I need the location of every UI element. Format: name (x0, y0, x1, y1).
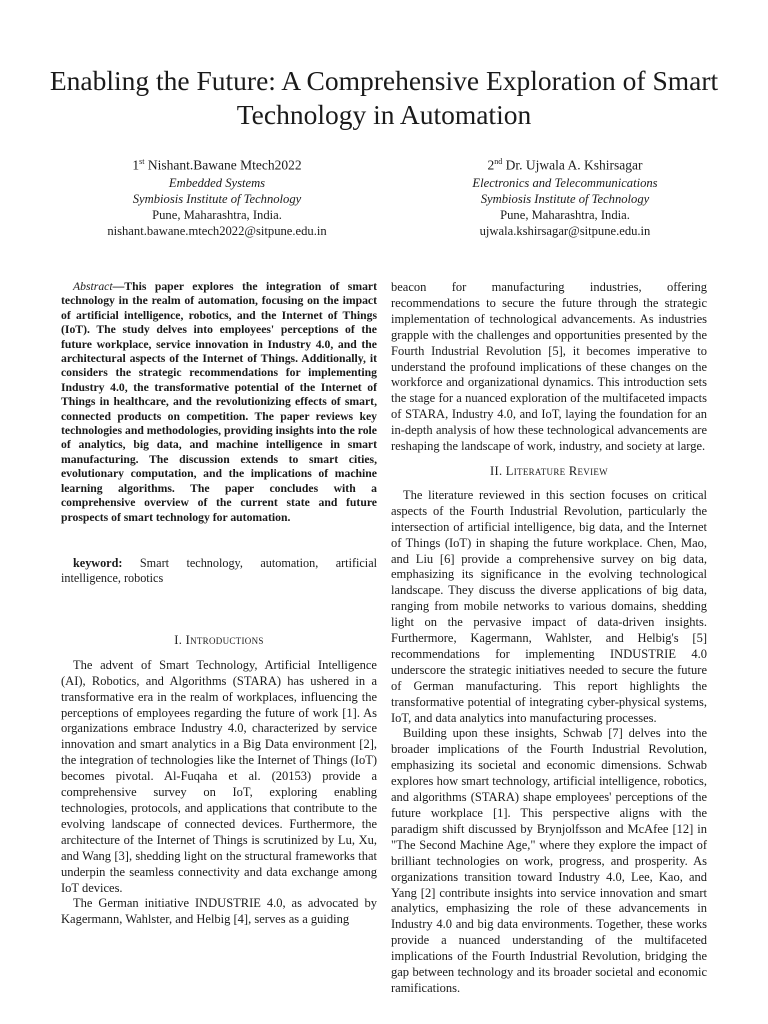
keywords-text: Smart technology, automation, artificial intelligence, robotics (61, 555, 377, 586)
keywords-label: keyword: (73, 555, 123, 570)
author-location: Pune, Maharashtra, India. (500, 207, 630, 222)
author-block-2 (400, 153, 730, 239)
section-heading-literature-review: II. Literature Review (490, 463, 608, 478)
author-email: ujwala.kshirsagar@sitpune.edu.in (479, 223, 651, 238)
section-heading-introduction: I. Introductions (174, 632, 264, 647)
author-department: Electronics and Telecommunications (472, 175, 658, 190)
keywords (61, 556, 377, 587)
intro-paragraph-1: The advent of Smart Technology, Artificial Intelligence (AI), Robotics, and Algorithms (STARA) has ushered in a transformative era in the realm of workplaces, influencing the perceptions of employees regarding the future of work [1]. As organizations embrace Industry 4.0, characterized by service innovation and smart analytics in a Big Data environment [2], the integration of technologies like the Internet of Things (IoT) becomes pivotal. Al-Fuqaha et al. (20153) provide a comprehensive survey on IoT, exploring enabling technologies, protocols, and applications that contribute to the evolving landscape of connected devices. Furthermore, the architecture of the Internet of Things is scrutinized by Lu, Xu, and Wang [3], shedding light on the structural frameworks that underpin the seamless connectivity and data exchange among IoT devices. (61, 657, 377, 895)
right-column (391, 280, 707, 997)
author-name: 2nd Dr. Ujwala A. Kshirsagar (487, 157, 643, 173)
abstract (61, 280, 377, 525)
author-email: nishant.bawane.mtech2022@sitpune.edu.in (107, 223, 327, 238)
lit-paragraph-2: Building upon these insights, Schwab [7] delves into the broader implications of the Fourth Industrial Revolution, emphasizing its societal and economic dimensions. Schwab explores how smart technology, artificial intelligence, robotics, and algorithms (STARA) shape employees' perceptions of the future workplace [1]. This perspective aligns with the paradigm shift discussed by Brynjolfsson and McAfee [12] in "The Second Machine Age," where they explore the impact of brilliant technologies on work, progress, and prosperity. As organizations transition toward Industry 4.0, Lee, Kao, and Yang [2] contribute insights into service innovation and smart analytics, emphasizing the role of these advancements in Industry 4.0 and big data environments. Together, these works provide a nuanced understanding of the multifaceted implications of the Fourth Industrial Revolution, bridging the gap between technology and its broader societal and economic ramifications. (391, 726, 707, 995)
author-name: 1st Nishant.Bawane Mtech2022 (132, 157, 302, 173)
paper-title: Enabling the Future: A Comprehensive Exploration of Smart Technology in Automation (49, 65, 719, 130)
author-institute: Symbiosis Institute of Technology (480, 191, 650, 206)
author-department: Embedded Systems (168, 175, 266, 190)
abstract-text: —This paper explores the integration of smart technology in the realm of automation, focusing on the impact of artificial intelligence, robotics, and the Internet of Things (IoT). The study delves into employees' perceptions of the future workplace, service innovation in Industry 4.0, and the architectural aspects of the Internet of Things. Additionally, it considers the strategic recommendations for implementing Industry 4.0, the transformative potential of the Internet of Things in healthcare, and the revolutionizing effects of smart, connected products on competition. The paper reviews key technologies and methodologies, providing insights into the role of analytics, big data, and machine intelligence in smart manufacturing. The discussion extends to smart cities, evolutionary computation, and the implications of machine learning algorithms. The paper concludes with a comprehensive overview of the current state and future prospects of smart technology for automation. (61, 280, 377, 524)
intro-paragraph-2: The German initiative INDUSTRIE 4.0, as advocated by Kagermann, Wahlster, and Helbig [4], serves as a guiding (61, 896, 377, 927)
author-location: Pune, Maharashtra, India. (152, 207, 282, 222)
abstract-label: Abstract (73, 280, 113, 293)
left-column (61, 280, 377, 928)
lit-paragraph-1: The literature reviewed in this section focuses on critical aspects of the Fourth Industrial Revolution, particularly the intersection of artificial intelligence, big data, and the Internet of Things (IoT) in shaping the future workplace. Chen, Mao, and Liu [6] provide a comprehensive survey on big data, emphasizing its significance in the evolving technological landscape. They discuss the diverse applications of big data, ranging from mobile networks to various domains, shedding light on the pervasive impact of data-driven insights. Furthermore, Kagermann, Wahlster, and Helbig's [5] recommendations for implementing INDUSTRIE 4.0 underscore the strategic initiatives needed to secure the future of German manufacturing. This report highlights the transformative potential of integrating cyber-physical systems, IoT, and data analytics into manufacturing processes. (391, 487, 707, 725)
author-block-1 (52, 153, 382, 239)
intro-paragraph-2-continued: beacon for manufacturing industries, offering recommendations to secure the future through the strategic implementation of technological advancements. As industries grapple with the challenges and opportunities presented by the Fourth Industrial Revolution [5], it becomes imperative to understand the profound implications of these changes on the workforce and organizational dynamics. This introduction sets the stage for a nuanced exploration of the multifaceted impacts of STARA, Industry 4.0, and IoT, laying the foundation for an in-depth analysis of how these technological advancements are reshaping the landscape of work, industry, and society at large. (391, 280, 707, 454)
author-institute: Symbiosis Institute of Technology (132, 191, 302, 206)
